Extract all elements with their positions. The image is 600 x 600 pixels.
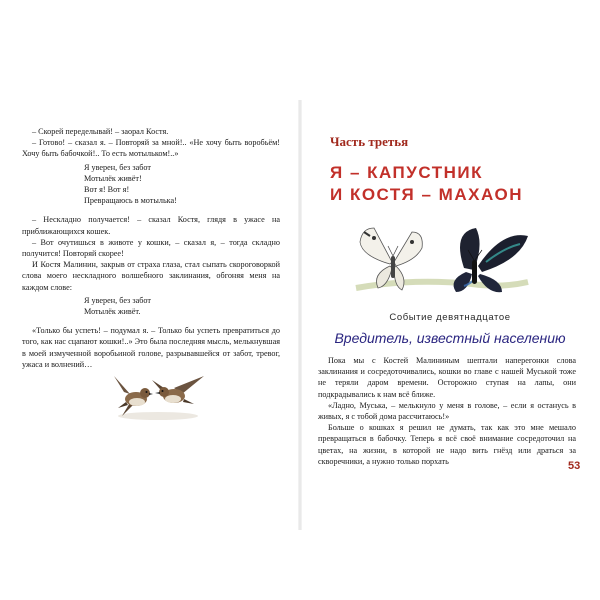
- paragraph: «Только бы успеть! – подумал я. – Только бы успеть превратиться до того, как нас сцапают кошки!..» Это была последняя мысль, мелькнувшая в моей измученной воробьиной голове, разрывавшейся от забот, тревог, ужаса и волнений…: [22, 326, 280, 369]
- poem-line: Превращаюсь в мотылька!: [84, 196, 177, 206]
- poem-line: Я уверен, без забот: [84, 162, 151, 172]
- poem-verse: [22, 295, 280, 317]
- event-label: Событие девятнадцатое: [389, 312, 511, 323]
- sparrows-illustration: [108, 366, 208, 426]
- paragraph: – Нескладно получается! – сказал Костя, глядя в ужасе на приближающихся кошек.: [22, 215, 280, 236]
- paragraph: Пока мы с Костей Малининым шептали наперегонки слова заклинания и сосредоточивались, кошки во главе с нашей Муськой тоже не теряли даром времени. Осторожно ступая на лапы, они подкрадывались к нам всё ближе.: [318, 356, 576, 399]
- poem-line: Я уверен, без забот: [84, 295, 151, 305]
- sparrow-right: [152, 376, 204, 404]
- poem-line: Мотылёк живёт!: [84, 173, 142, 183]
- poem-verse: [22, 162, 280, 207]
- paragraph: – Готово! – сказал я. – Повторяй за мной!.. «Не хочу быть воробьём! Хочу быть бабочкой!.. То есть мотыльком!..»: [22, 138, 280, 159]
- chapter-title: [330, 162, 570, 206]
- poem-line: Мотылёк живёт.: [84, 307, 141, 317]
- paragraph: – Скорей переделывай! – заорал Костя.: [32, 127, 169, 136]
- part-title: Часть третья: [330, 134, 409, 149]
- chapter-title-line: И КОСТЯ – МАХАОН: [330, 185, 524, 204]
- right-page: [300, 0, 600, 600]
- chapter-title-line: Я – КАПУСТНИК: [330, 163, 483, 182]
- poem-line: Вот я! Вот я!: [84, 185, 130, 195]
- event-name: Вредитель, известный населению: [334, 330, 566, 346]
- left-text-column: [22, 126, 280, 370]
- page-number: 53: [568, 460, 581, 472]
- sparrow-left: [114, 376, 153, 416]
- paragraph: «Ладно, Муська, – мелькнуло у меня в голове, – если я останусь в живых, я с тобой дома рассчитаюсь!»: [318, 400, 576, 422]
- right-text-column: [318, 355, 576, 467]
- paragraph: Больше о кошках я решил не думать, так как это мне мешало превращаться в бабочку. Теперь я всё своё внимание сосредоточил на цветах, на жизни, в которой не надо вить гнёзд или драться за скворечники, а нужно только порхать: [318, 423, 576, 466]
- butterflies-illustration: [352, 222, 532, 298]
- paragraph: И Костя Малинин, закрыв от страха глаза, стал сыпать скороговоркой слова моего нескладного волшебного заклинания, обгоняя меня на каждом слове:: [22, 260, 280, 292]
- paragraph: – Вот очутишься в животе у кошки, – сказал я, – тогда складно получится! Повторяй скорее!: [22, 237, 280, 259]
